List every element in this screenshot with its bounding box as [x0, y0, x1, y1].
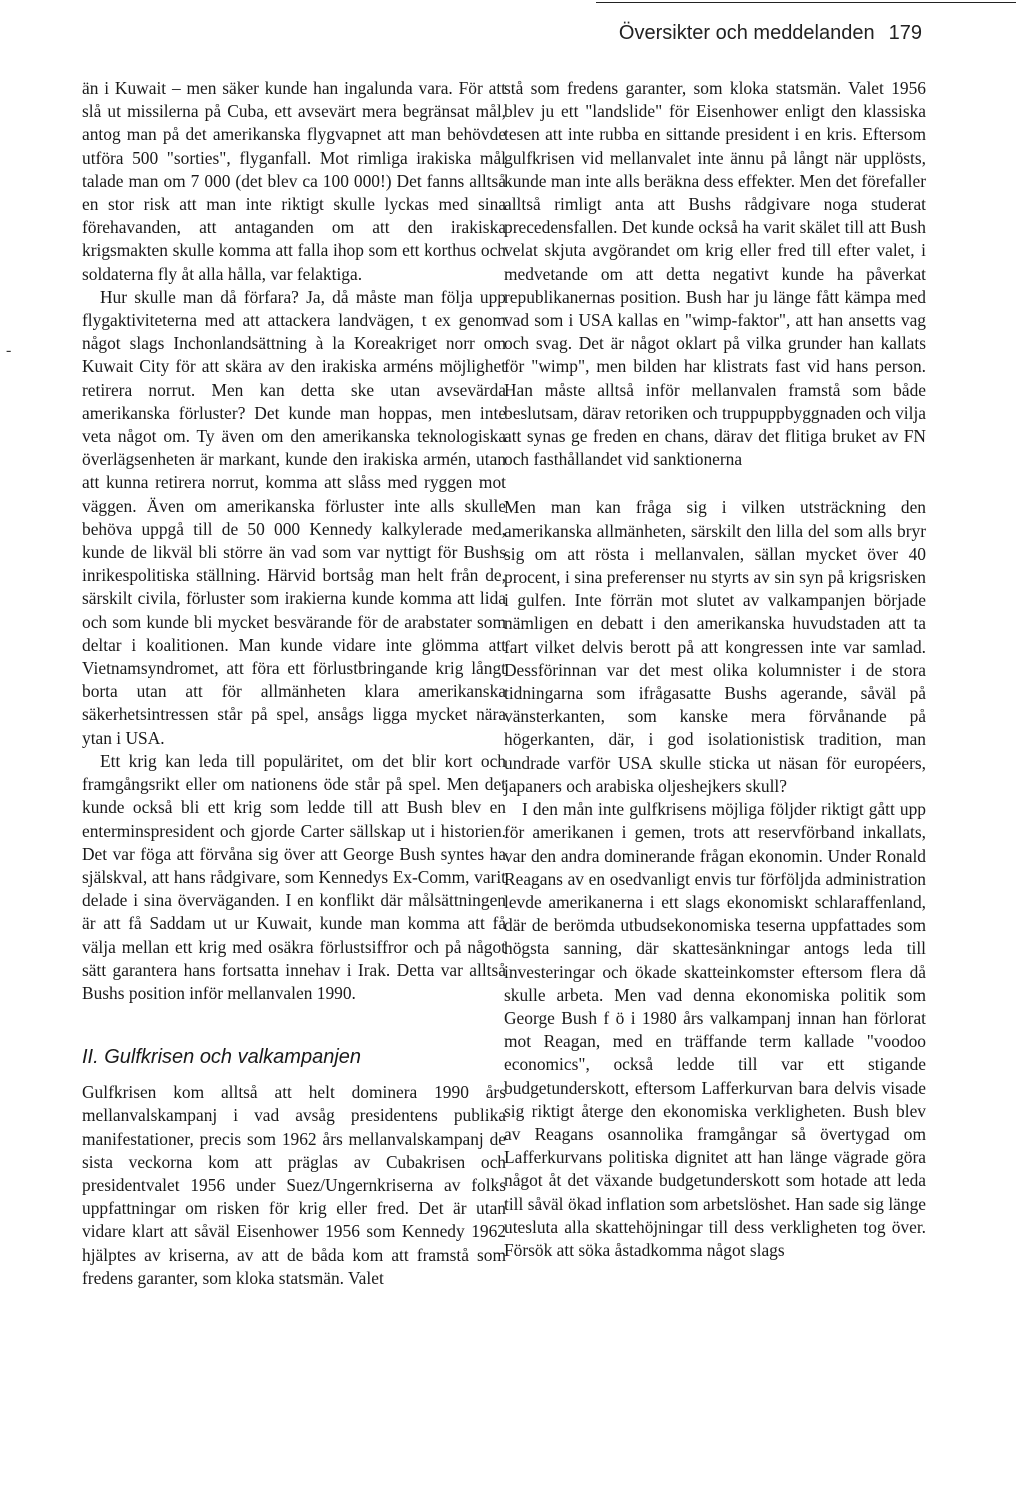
- paragraph: Men man kan fråga sig i vilken utsträckning den amerikanska allmänheten, särskilt den lilla del som alls bryr sig om att rösta i mellanvalen, sällan mycket över 40 procent, i sina preferenser nu styrts av sin syn på krigsrisken i gulfen. Inte förrän mot slutet av valkampanjen började nämligen en debatt i den amerikanska huvudstaden att ta fart vilket delvis berott på att kongressen inte var samlad. Dessförinnan var det mest olika kolumnister i de stora tidningarna som ifrågasatte Bushs agerande, såväl på vänsterkanten, som kanske mera förvånande på högerkanten, där, i god isolationistisk tradition, man undrade varför USA skulle sticka ut näsan för européers, japaners och arabiska oljeshejkers skull?: [504, 497, 926, 796]
- paragraph: Hur skulle man då förfara? Ja, då måste man följa upp flygaktiviteterna med att attackera landvägen, t ex genom något slags Inchonlandsättning à la Koreakriget norr om Kuwait City för att skära av den irakiska arméns möjlighet retirera norrut. Men kan detta ske utan avsevärda amerikanska förluster? Det kunde man hoppas, men inte veta något om. Ty även om den amerikanska teknologiska överlägsenheten är markant, kunde den irakiska armén, utan att kunna retirera norrut, komma att slåss med ryggen mot väggen. Även om amerikanska förluster inte alls skulle behöva uppgå till de 50 000 Kennedy kalkylerade med, kunde de likväl bli större än vad som var nyttigt för Bushs inrikespolitiska ställning. Härvid bortsåg man helt från de, särskilt civila, förluster som irakierna kunde komma att lida och som kunde bli mycket besvärande för de arabstater som deltar i koalitionen. Man kunde vidare inte glömma att Vietnamsyndromet, att föra ett förlustbringande krig långt borta utan att för allmänheten klara amerikanska säkerhetsintressen står på spel, ansågs ligga mycket nära ytan i USA.: [82, 286, 506, 748]
- right-column: [504, 77, 926, 1262]
- paragraph: Ett krig kan leda till populäritet, om det blir kort och framgångsrikt eller om nationens öde står på spel. Men det kunde också bli ett krig som ledde till att Bush blev en enterminspresident och gjorde Carter sällskap ut i historien. Det var föga att förvåna sig över att George Bush syntes ha själskval, att hans rådgivare, som Kennedys Ex-Comm, varit delade i sina överväganden. I en konflikt där målsättningen är att få Saddam ut ur Kuwait, kunde man komma att få välja mellan ett krig med osäkra förlustsiffror och på något sätt garantera hans fortsatta innehav i Irak. Detta var alltså Bushs position inför mellanvalen 1990.: [82, 750, 506, 1003]
- page-number: 179: [888, 22, 922, 44]
- running-title: Översikter och meddelanden: [618, 22, 875, 44]
- paragraph: I den mån inte gulfkrisens möjliga följder riktigt gått upp för amerikanen i gemen, trots att reservförband inkallats, var den andra dominerande frågan ekonomin. Under Ronald Reagans av en osedvanligt envis tur förföljda administration levde amerikanerna i ett slags ekonomiskt schlaraffenland, där de berömda utbudsekonomiska teserna uppfattades som högsta sanning, där skattesänkningar antogs leda till investeringar och ökade skatteinkomster eftersom flera då skulle arbeta. Men vad denna ekonomiska politik som George Bush f ö i 1980 års valkampanj innan han förlorat mot Reagan, med en träffande term kallade "voodoo economics", också ledde till var ett stigande budgetunderskott, eftersom Lafferkurvan bara delvis visade sig riktigt återge den ekonomiska verkligheten. Bush blev av Reagans osannolika framgångar så övertygad om Lafferkurvans politiska dignitet att han länge vägrade göra något åt det växande budgetunderskott som hotade att leda till såväl ökad inflation som arbetslöshet. Han sade sig länge utesluta alla skattehöjningar till dess verkligheten tog över. Försök att söka åstadkomma något slags: [504, 799, 926, 1260]
- section-heading: II. Gulfkrisen och valkampanjen: [82, 1046, 362, 1069]
- running-header: [560, 21, 922, 45]
- header-rule: [596, 2, 1016, 3]
- paragraph: än i Kuwait – men säker kunde han ingalunda vara. För att slå ut missilerna på Cuba, ett avsevärt mera begränsat mål, antog man på det amerikanska flygvapnet att man behövde utföra 500 "sorties", flyganfall. Mot rimliga irakiska mål talade man om 7 000 (det blev ca 100 000!) Det fanns alltså en stor risk att man inte riktigt skulle lyckas med sina förehavanden, att antaganden om att den irakiska krigsmakten skulle komma att falla ihop som ett korthus och soldaterna fly åt alla hålla, var felaktiga.: [82, 78, 506, 284]
- margin-mark: -: [6, 342, 12, 359]
- paragraph: stå som fredens garanter, som kloka statsmän. Valet 1956 blev ju ett "landslide" för Eisenhower enligt den klassiska tesen att inte rubba en sittande president i en kris. Eftersom gulfkrisen vid mellanvalet inte ännu på långt när upplösts, kunde man inte alls beräkna dess effekter. Men det förefaller alltså rimligt anta att Bushs rådgivare noga studerat precedensfallen. Det kunde också ha varit skälet till att Bush velat skjuta avgörandet om krig eller fred till efter valet, i medvetande om att detta negativt kunde ha påverkat republikanernas position. Bush har ju länge fått kämpa med vad som i USA kallas en "wimp-faktor", att han ansetts vag och svag. Det är något oklart på vilka grunder han kallats för "wimp", men bilden har klistrats fast vid hans person. Han måste alltså inför mellanvalen framstå som både beslutsam, därav retoriken och truppuppbyggnaden och vilja att synas ge freden en chans, därav det flitiga bruket av FN och fasthållandet vid sanktionerna: [504, 78, 926, 470]
- paragraph: Gulfkrisen kom alltså att helt dominera 1990 års mellanvalskampanj i vad avsåg presidentens publika manifestationer, precis som 1962 års mellanvalskampanj de sista veckorna kom att präglas av Cubakrisen och presidentvalet 1956 under Suez/Ungernkriserna av folks uppfattningar om risken för krig eller fred. Det är utan vidare klart att såväl Eisenhower 1956 som Kennedy 1962 hjälptes av kriserna, av att de båda kom att framstå som fredens garanter, som kloka statsmän. Valet: [82, 1082, 506, 1288]
- left-column: [82, 77, 506, 1290]
